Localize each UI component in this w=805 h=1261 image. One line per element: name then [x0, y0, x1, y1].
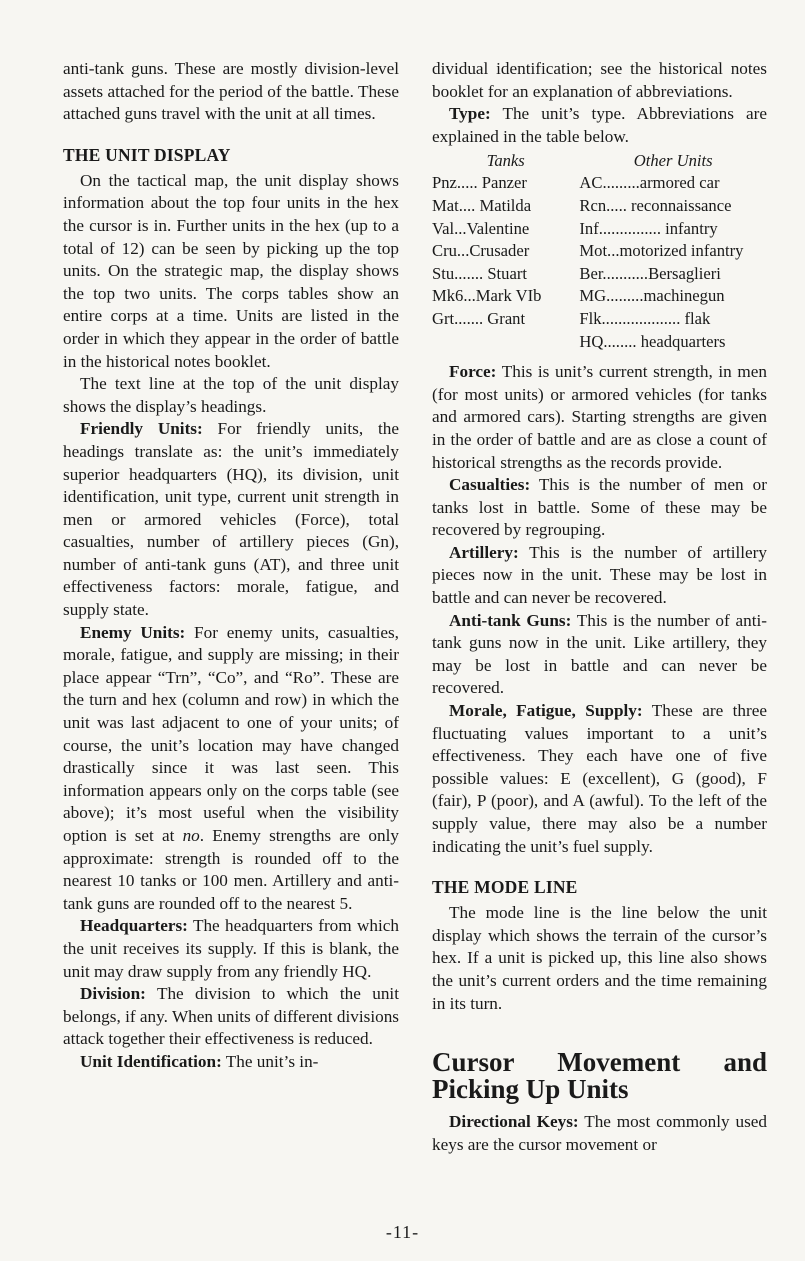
friendly-units-paragraph [63, 418, 399, 621]
division-text: The division to which the unit belongs, if any. When units of different divisions attack together their effectiveness is reduced. [63, 984, 399, 1049]
casualties-paragraph [432, 474, 767, 542]
text-line-paragraph: The text line at the top of the unit display shows the display’s headings. [63, 374, 399, 416]
headquarters-label: Headquarters: [80, 916, 188, 936]
unit-identification-label: Unit Identification: [80, 1051, 222, 1071]
casualties-label: Casualties: [449, 475, 531, 495]
morale-fatigue-supply-paragraph [432, 700, 767, 858]
type-paragraph [432, 103, 767, 148]
enemy-units-text-2: . Enemy strengths are only approximate: strength is rounded off to the nearest 10 tanks or 100 men. Artillery and anti-tank guns are rounded off to the nearest 5. [63, 826, 399, 913]
section-heading-unit-display: THE UNIT DISPLAY [63, 144, 231, 165]
table-cell: Pnz..... Panzer [432, 173, 527, 193]
directional-keys-label: Directional Keys: [449, 1112, 579, 1132]
division-paragraph [63, 983, 399, 1051]
unit-identification-text: The unit’s in- [221, 1051, 319, 1071]
table-cell: Val...Valentine [432, 218, 530, 238]
table-cell: Grt....... Grant [432, 308, 526, 328]
type-label: Type: [449, 104, 491, 124]
artillery-label: Artillery: [449, 542, 519, 562]
table-row [432, 263, 767, 286]
table-cell: Inf............... infantry [579, 218, 718, 238]
type-text: The unit’s type. Abbreviations are explained in the table below. [432, 104, 767, 146]
enemy-units-text-1: For enemy units, casualties, morale, fatigue, and supply are missing; in their place appear “Trn”, “Co”, and “Ro”. These are the turn and hex (column and row) in which the unit was last adjacent to one of your units; of course, the unit’s location may have changed drastically since it was last seen. This information appears only on the corps table (see above); it’s most useful when the visibility option is set at [63, 622, 399, 845]
table-row [432, 331, 767, 354]
tanks-column-header: Tanks [486, 151, 525, 171]
table-cell: Cru...Crusader [432, 241, 530, 261]
table-cell: Ber...........Bersaglieri [579, 263, 721, 283]
table-row [432, 285, 767, 308]
directional-keys-text: The most commonly used keys are the cursor movement or [432, 1112, 767, 1154]
page-number: -11- [385, 1222, 420, 1242]
unit-display-paragraph: On the tactical map, the unit display shows information about the top four units in the hex the cursor is in. Further units in the hex (up to a total of 12) can be seen by picking up the top units. On the strategic map, the display shows the top two units. The corps tables show an entire corps at a time. Units are listed in the order in which they appear in the order of battle in the historical notes booklet. [63, 170, 399, 371]
table-cell: Stu....... Stuart [432, 263, 527, 283]
table-cell: Mk6...Mark VIb [432, 286, 542, 306]
casualties-text: This is the number of men or tanks lost in battle. Some of these may be recovered by regrouping. [432, 475, 767, 540]
headquarters-text: The headquarters from which the unit receives its supply. If this is blank, the unit may draw supply from any friendly HQ. [63, 916, 399, 981]
friendly-units-text: For friendly units, the headings translate as: the unit’s immediately superior headquarters (HQ), its division, unit identification, unit type, current unit strength in men or armored vehicles (Force), total casualties, number of artillery pieces (Gn), number of anti-tank guns (AT), and three unit effectiveness factors: morale, fatigue, and supply state. [63, 419, 399, 620]
artillery-paragraph [432, 542, 767, 610]
identification-continued-paragraph: dividual identification; see the historical notes booklet for an explanation of abbreviations. [432, 59, 767, 101]
unit-identification-paragraph [63, 1051, 399, 1074]
artillery-text: This is the number of artillery pieces now in the unit. These may be lost in battle and can never be recovered. [432, 542, 767, 608]
enemy-units-paragraph [63, 622, 399, 916]
intro-paragraph: anti-tank guns. These are mostly division-level assets attached for the period of the battle. These attached guns travel with the unit at all times. [63, 59, 399, 124]
chapter-heading: Cursor Movement and Picking Up Units [432, 1047, 767, 1105]
table-row [432, 218, 767, 241]
table-cell: AC.........armored car [579, 173, 720, 193]
table-cell: Mot...motorized infantry [579, 241, 744, 261]
right-column [432, 58, 767, 1156]
abbreviation-table [432, 150, 767, 353]
table-cell: Rcn..... reconnaissance [579, 195, 732, 215]
table-cell: MG.........machinegun [579, 286, 725, 306]
table-row [432, 195, 767, 218]
headquarters-paragraph [63, 915, 399, 983]
mode-line-paragraph: The mode line is the line below the unit display which shows the terrain of the cursor’s hex. If a unit is picked up, this line also shows the unit’s current orders and the time remaining in its turn. [432, 903, 767, 1013]
friendly-units-label: Friendly Units: [80, 419, 203, 439]
enemy-units-label: Enemy Units: [80, 622, 186, 642]
table-cell: HQ........ headquarters [579, 331, 726, 351]
directional-keys-paragraph [432, 1111, 767, 1156]
force-label: Force: [449, 362, 497, 382]
table-row [432, 172, 767, 195]
division-label: Division: [80, 984, 146, 1004]
morale-fatigue-supply-label: Morale, Fatigue, Supply: [449, 701, 643, 721]
force-paragraph [432, 361, 767, 474]
morale-fatigue-supply-text: These are three fluctuating values important to a unit’s effectiveness. They each have one of five possible values: E (excellent), G (good), F (fair), P (poor), and A (awful). To the left of the supply value, there may also be a number indicating the unit’s fuel supply. [432, 701, 767, 856]
left-column [63, 58, 399, 1074]
table-row [432, 240, 767, 263]
enemy-units-italic: no [182, 826, 200, 845]
table-cell: Flk................... flak [579, 308, 711, 328]
table-cell [432, 331, 579, 354]
anti-tank-guns-paragraph [432, 610, 767, 700]
force-text: This is unit’s current strength, in men (for most units) or armored vehicles (for tanks and armored cars). Starting strengths are given in the order of battle and are as close a count of historical strengths as the records provide. [432, 362, 767, 472]
other-units-column-header: Other Units [633, 151, 713, 171]
table-cell: Mat.... Matilda [432, 195, 532, 215]
table-row [432, 308, 767, 331]
anti-tank-guns-label: Anti-tank Guns: [449, 610, 572, 630]
anti-tank-guns-text: This is the number of anti-tank guns now in the unit. Like artillery, they may be lost in battle and can never be recovered. [432, 610, 767, 698]
section-heading-mode-line: THE MODE LINE [432, 877, 578, 898]
